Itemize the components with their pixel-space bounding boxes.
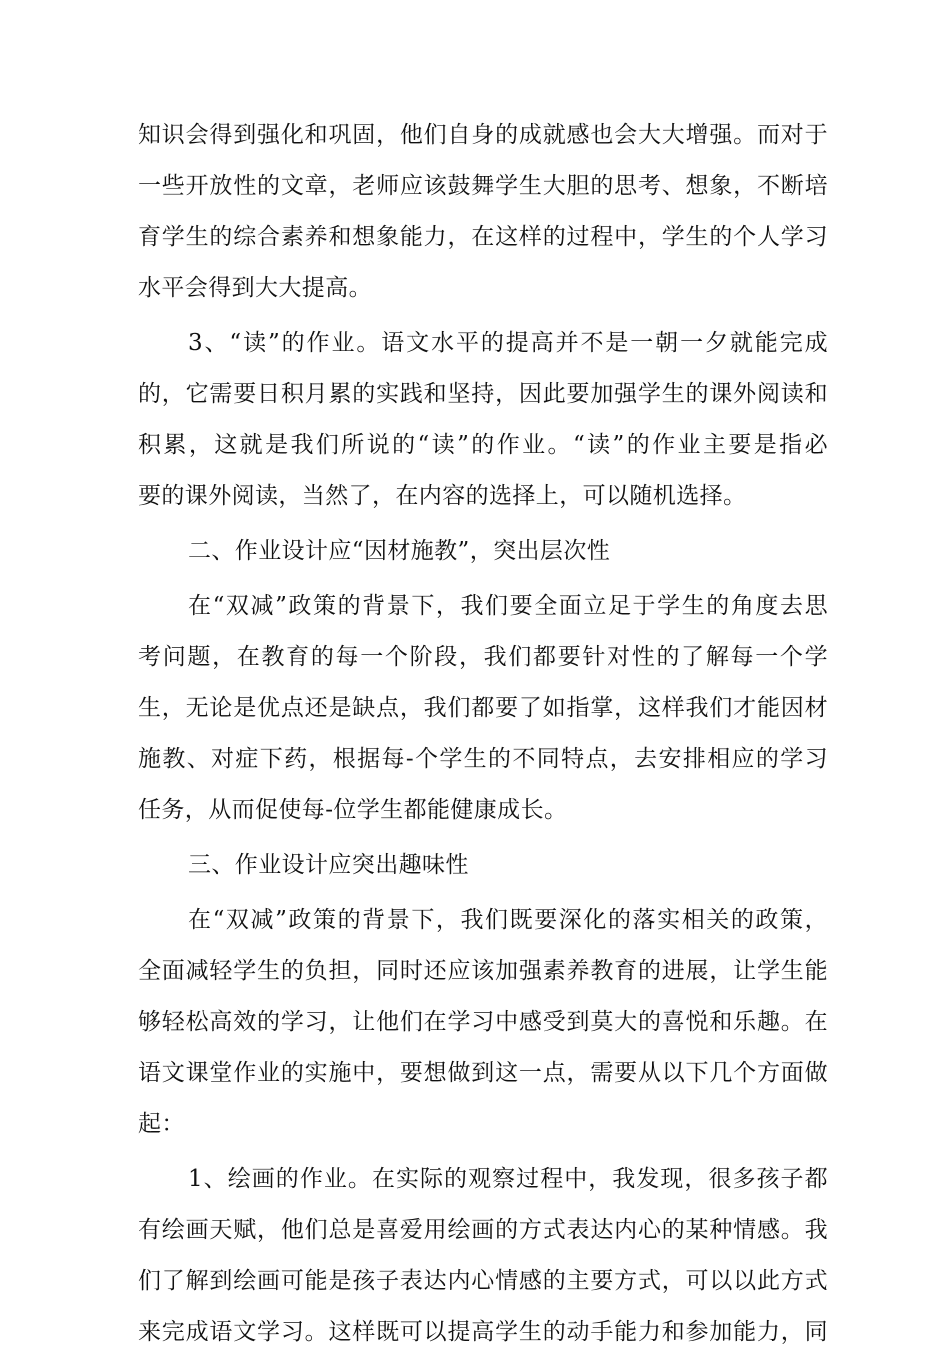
- text-line: 施教、对症下药，根据每-个学生的不同特点，去安排相应的学习: [138, 746, 828, 772]
- text-line: 1、绘画的作业。在实际的观察过程中，我发现，很多孩子都: [188, 1166, 828, 1192]
- text-line: 水平会得到大大提高。: [138, 275, 372, 301]
- section-heading: 三、作业设计应突出趣味性: [188, 852, 469, 878]
- text-line: 生，无论是优点还是缺点，我们都要了如指掌，这样我们才能因材: [138, 695, 828, 721]
- text-line: 全面减轻学生的负担，同时还应该加强素养教育的进展，让学生能: [138, 958, 828, 984]
- text-line: 育学生的综合素养和想象能力，在这样的过程中，学生的个人学习: [138, 224, 828, 250]
- text-line: 语文课堂作业的实施中，要想做到这一点，需要从以下几个方面做: [138, 1060, 828, 1086]
- text-line: 考问题，在教育的每一个阶段，我们都要针对性的了解每一个学: [138, 644, 828, 670]
- text-line: 在“双减”政策的背景下，我们要全面立足于学生的角度去思: [188, 593, 828, 619]
- text-line: 来完成语文学习。这样既可以提高学生的动手能力和参加能力，同: [138, 1319, 828, 1345]
- text-line: 够轻松高效的学习，让他们在学习中感受到莫大的喜悦和乐趣。在: [138, 1009, 828, 1035]
- text-line: 们了解到绘画可能是孩子表达内心情感的主要方式，可以以此方式: [138, 1268, 828, 1294]
- text-line: 要的课外阅读，当然了，在内容的选择上，可以随机选择。: [138, 483, 747, 509]
- text-line: 积累，这就是我们所说的“读”的作业。“读”的作业主要是指必: [138, 432, 828, 458]
- text-line: 起：: [138, 1111, 185, 1137]
- section-heading: 二、作业设计应“因材施教”，突出层次性: [188, 538, 611, 564]
- section-heading-two: [138, 526, 828, 577]
- paragraph-interest: [138, 895, 828, 1150]
- paragraph-drawing-homework: [138, 1154, 828, 1358]
- text-line: 一些开放性的文章，老师应该鼓舞学生大胆的思考、想象，不断培: [138, 173, 828, 199]
- section-heading-three: [138, 840, 828, 891]
- text-line: 任务，从而促使每-位学生都能健康成长。: [138, 797, 568, 823]
- text-line: 知识会得到强化和巩固，他们自身的成就感也会大大增强。而对于: [138, 122, 828, 148]
- text-line: 在“双减”政策的背景下，我们既要深化的落实相关的政策，: [188, 907, 828, 933]
- text-line: 3、“读”的作业。语文水平的提高并不是一朝一夕就能完成: [188, 330, 828, 356]
- paragraph-knowledge-reinforcement: [138, 110, 828, 314]
- paragraph-teach-by-aptitude: [138, 581, 828, 836]
- paragraph-reading-homework: [138, 318, 828, 522]
- document-page: [138, 110, 828, 1362]
- text-line: 有绘画天赋，他们总是喜爱用绘画的方式表达内心的某种情感。我: [138, 1217, 828, 1243]
- text-line: 的，它需要日积月累的实践和坚持，因此要加强学生的课外阅读和: [138, 381, 828, 407]
